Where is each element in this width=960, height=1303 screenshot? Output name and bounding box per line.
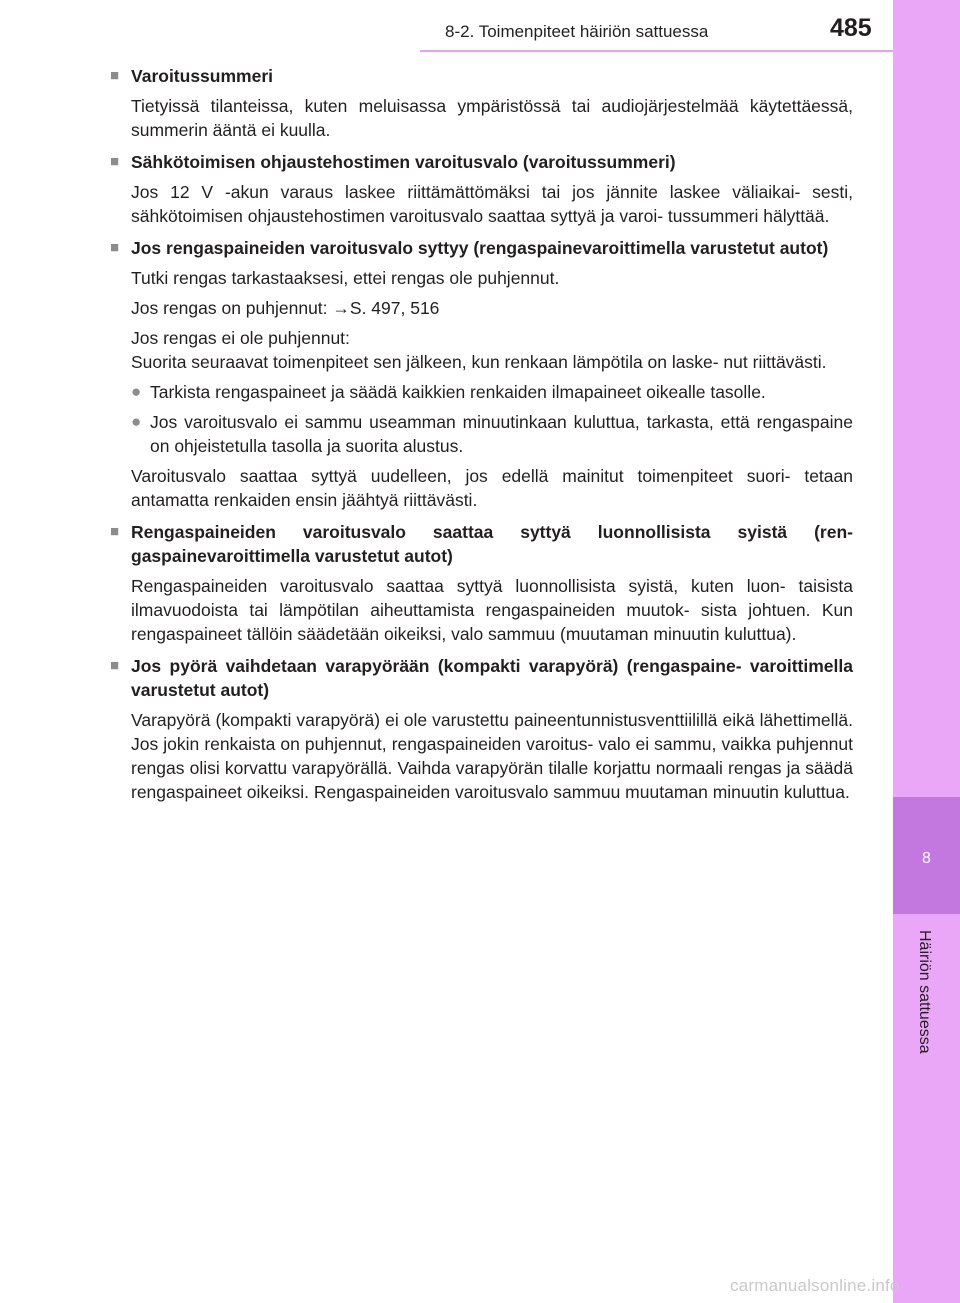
section-heading [110, 150, 853, 174]
paragraph: Tutki rengas tarkastaaksesi, ettei rengas ole puhjennut. [131, 268, 560, 288]
circle-bullet-icon: ● [131, 382, 142, 401]
list-item-text: Jos varoitusvalo ei sammu useamman minuutinkaan kuluttua, tarkasta, että rengaspaine on ohjeistetulla tasolla ja suorita alustus. [150, 412, 853, 456]
heading-text: Rengaspaineiden varoitusvalo saattaa syttyä luonnollisista syistä (ren- gaspainevaroittimella varustetut autot) [131, 522, 853, 566]
section-heading [110, 236, 853, 260]
paragraph-page-reference: Jos rengas on puhjennut: →S. 497, 516 [131, 298, 440, 318]
square-bullet-icon: ■ [110, 67, 120, 84]
heading-text: Jos rengaspaineiden varoitusvalo syttyy (rengaspainevaroittimella varustetut autot) [131, 238, 829, 258]
list-item [131, 410, 853, 458]
heading-text: Varoitussummeri [131, 66, 273, 86]
chapter-number: 8 [922, 850, 931, 867]
paragraph: Varapyörä (kompakti varapyörä) ei ole varustettu paineentunnistusventtiilillä eikä lähettimellä. Jos jokin renkaista on puhjennut, rengaspaineiden varoitus- valo ei sammu, vaikka puhjennut rengas olisi korvattu varapyörällä. Vaihda varapyörän tilalle korjattu normaali rengas ja säädä rengaspaineet oikeiksi. Rengaspaineiden varoitusvalo sammuu muutaman minuutin kuluttua. [131, 710, 853, 802]
page-number: 485 [830, 14, 872, 42]
paragraph: Jos 12 V -akun varaus laskee riittämättömäksi tai jos jännite laskee väliaikai- sesti, sähkötoimisen ohjaustehostimen varoitusvalo saattaa syttyä ja varoi- tussummeri hälyttää. [131, 182, 853, 226]
heading-text: Jos pyörä vaihdetaan varapyörään (kompakti varapyörä) (rengaspaine- varoittimella varustetut autot) [131, 656, 853, 700]
paragraph: Suorita seuraavat toimenpiteet sen jälkeen, kun renkaan lämpötila on laske- nut riittävästi. [131, 352, 827, 372]
section-title: 8-2. Toimenpiteet häiriön sattuessa [445, 22, 709, 41]
chapter-side-tab [893, 0, 960, 1303]
section-heading [110, 654, 853, 702]
section-heading [110, 520, 853, 568]
square-bullet-icon: ■ [110, 239, 120, 256]
chapter-label: Häiriön sattuessa [916, 930, 933, 1054]
section-power-steering-light [110, 150, 853, 228]
list-item [131, 380, 853, 404]
circle-bullet-icon: ● [131, 412, 142, 431]
heading-text: Sähkötoimisen ohjaustehostimen varoitusvalo (varoitussummeri) [131, 152, 676, 172]
square-bullet-icon: ■ [110, 523, 120, 540]
section-spare-tire [110, 654, 853, 804]
paragraph: Rengaspaineiden varoitusvalo saattaa syttyä luonnollisista syistä, kuten luon- taisista ilmavuodoista tai lämpötilan aiheuttamista rengaspaineiden muutok- sista johtuen. Kun rengaspaineet tällöin säädetään oikeiksi, valo sammuu (muutaman minuutin kuluttua). [131, 576, 853, 644]
list-item-text: Tarkista rengaspaineet ja säädä kaikkien renkaiden ilmapaineet oikealle tasolle. [150, 382, 766, 402]
watermark: carmanualsonline.info [730, 1276, 900, 1295]
paragraph: Varoitusvalo saattaa syttyä uudelleen, jos edellä mainitut toimenpiteet suori- tetaan antamatta renkaiden ensin jäähtyä riittävästi. [131, 466, 853, 510]
square-bullet-icon: ■ [110, 657, 120, 674]
section-natural-causes [110, 520, 853, 646]
square-bullet-icon: ■ [110, 153, 120, 170]
page-content [110, 64, 853, 812]
section-heading [110, 64, 853, 88]
section-tire-pressure-light [110, 236, 853, 512]
section-warning-buzzer [110, 64, 853, 142]
paragraph: Tietyissä tilanteissa, kuten meluisassa ympäristössä tai audiojärjestelmää käytettäessä, summerin ääntä ei kuulla. [131, 96, 853, 140]
paragraph: Jos rengas ei ole puhjennut: [131, 328, 350, 348]
header-divider [420, 50, 893, 52]
